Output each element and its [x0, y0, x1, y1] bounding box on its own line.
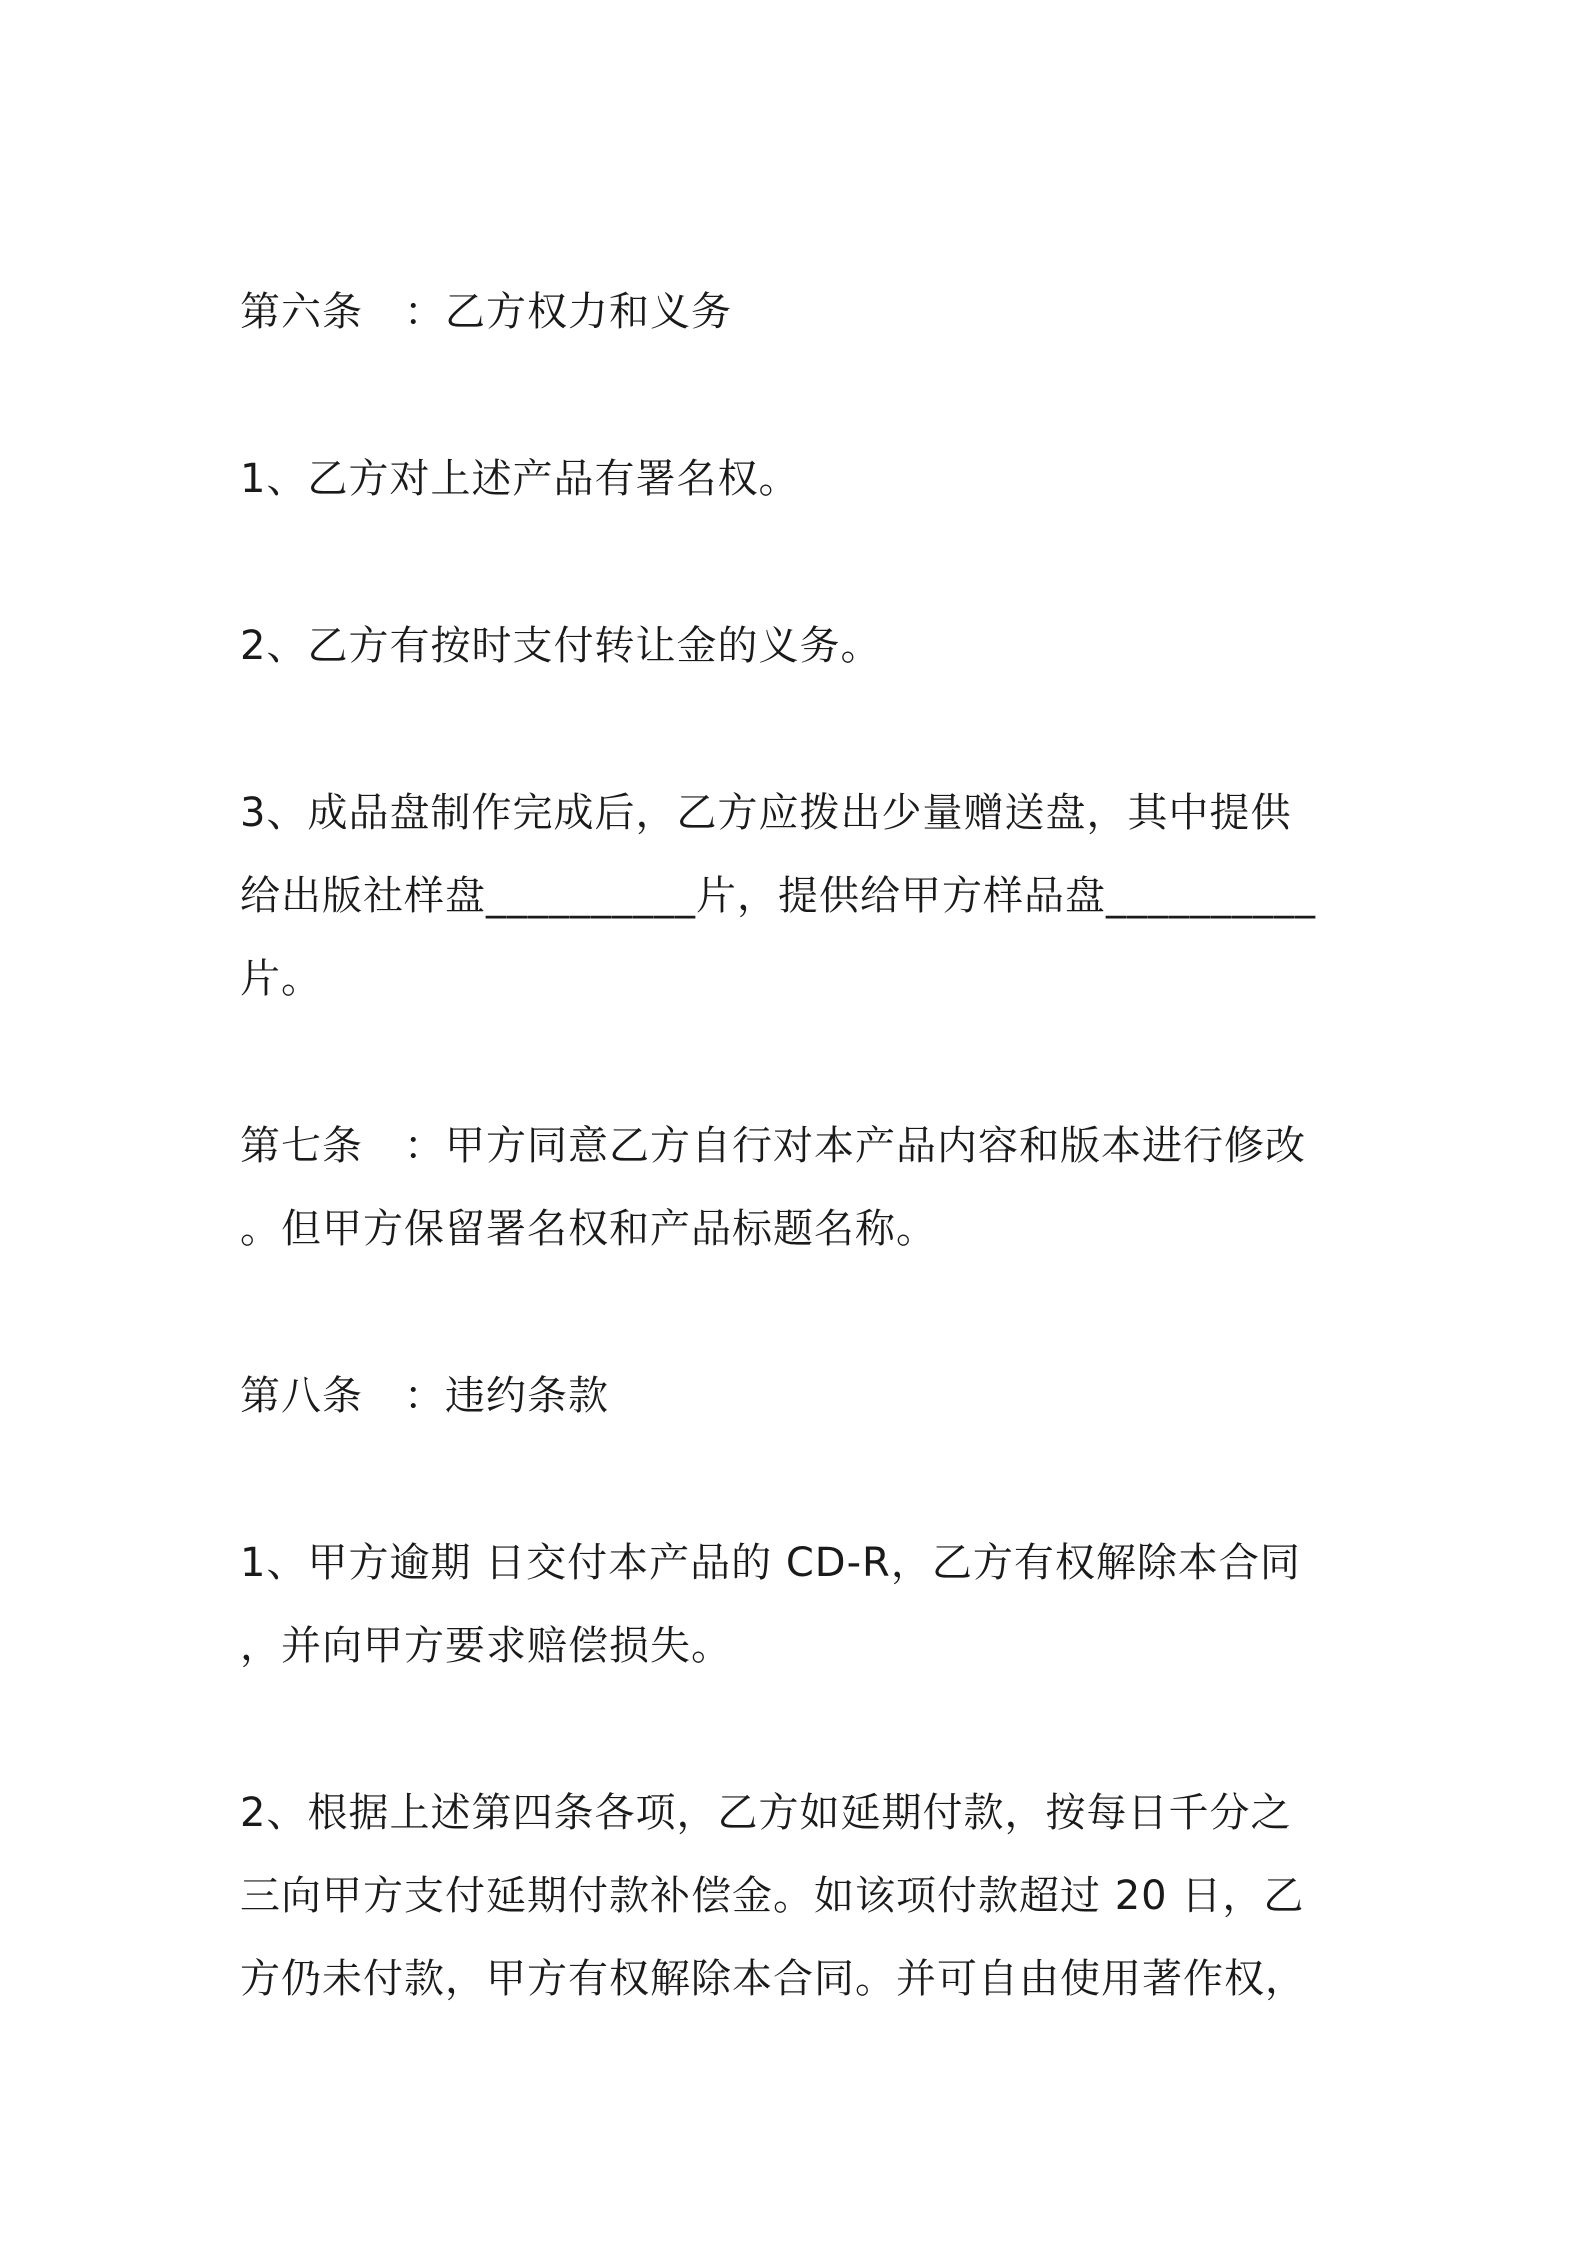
- article-7-l1: 第七条 ：甲方同意乙方自行对本产品内容和版本进行修改: [240, 1123, 1306, 1169]
- article-6-clause-2: 2、乙方有按时支付转让金的义务。: [240, 623, 882, 669]
- article-6-clause-3-l1: 3、成品盘制作完成后，乙方应拨出少量赠送盘，其中提供: [240, 790, 1292, 836]
- article-8-clause-1-l2: ，并向甲方要求赔偿损失。: [240, 1623, 732, 1669]
- article-6-clause-3-l2: 给出版社样盘__________片，提供给甲方样品盘__________: [240, 873, 1316, 919]
- article-7-l2: 。但甲方保留署名权和产品标题名称。: [240, 1206, 937, 1252]
- article-8-clause-2-l1: 2、根据上述第四条各项，乙方如延期付款，按每日千分之: [240, 1790, 1292, 1836]
- article-8-clause-2-l3: 方仍未付款，甲方有权解除本合同。并可自由使用著作权，: [240, 1956, 1306, 2002]
- article-6-heading: 第六条 ：乙方权力和义务: [240, 289, 732, 335]
- article-8-heading: 第八条 ：违约条款: [240, 1373, 609, 1419]
- article-6-clause-3-l3: 片。: [240, 956, 322, 1002]
- article-8-clause-2-l2: 三向甲方支付延期付款补偿金。如该项付款超过 20 日，乙: [240, 1873, 1305, 1919]
- article-6-clause-1: 1、乙方对上述产品有署名权。: [240, 456, 800, 502]
- article-8-clause-1-l1: 1、甲方逾期 日交付本产品的 CD-R，乙方有权解除本合同: [240, 1540, 1301, 1586]
